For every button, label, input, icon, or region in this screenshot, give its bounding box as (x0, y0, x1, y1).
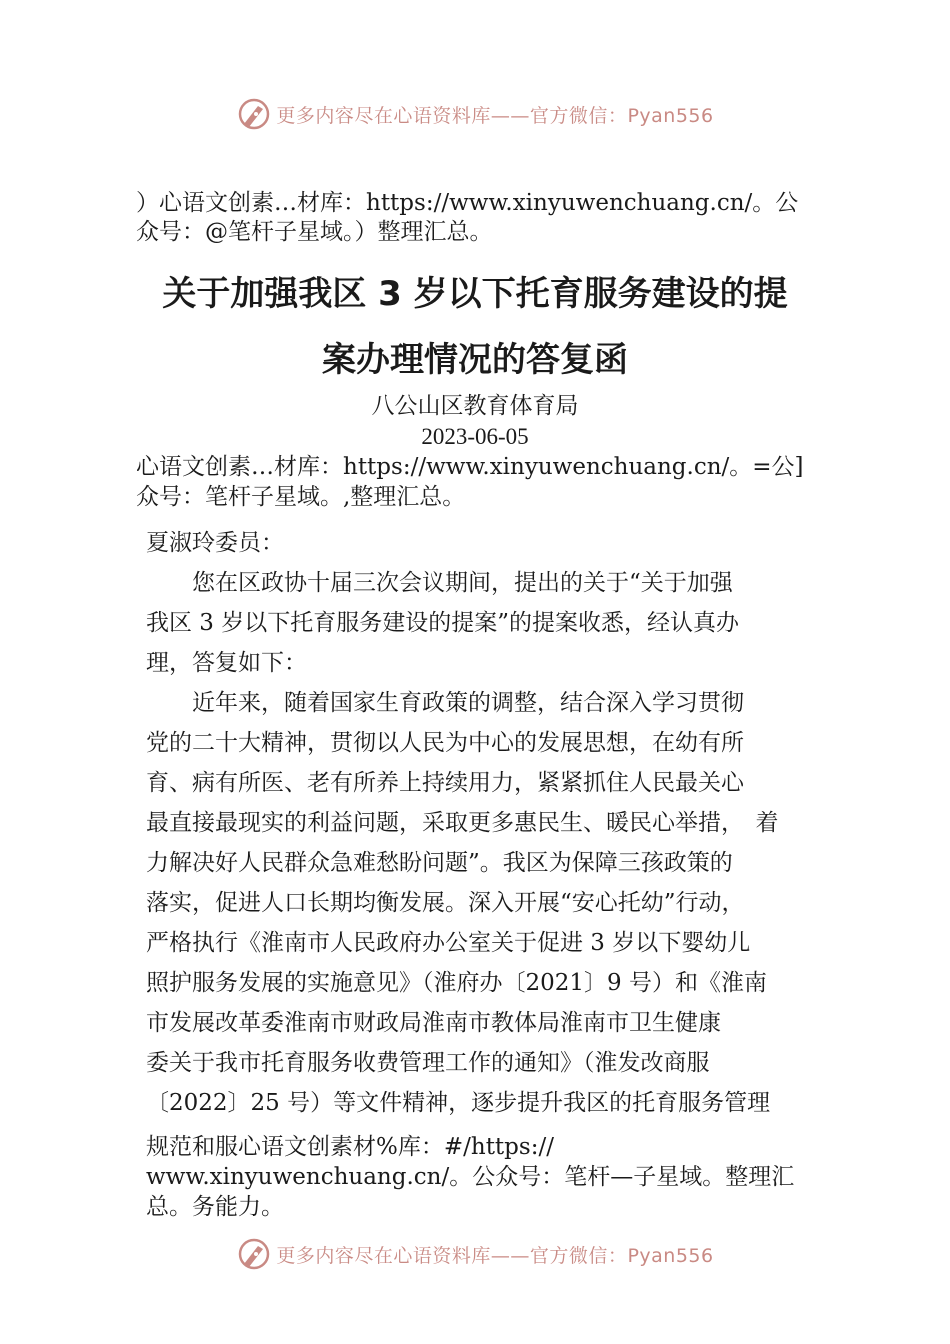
paragraph-line: www.xinyuwenchuang.cn/。公众号：笔杆—子星域。整理汇 (146, 1164, 795, 1190)
watermark-separator: —— (490, 104, 530, 127)
paragraph-line: 近年来，随着国家生育政策的调整，结合深入学习贯彻 (146, 690, 744, 716)
paragraph-line: 育、病有所医、老有所养上持续用力，紧紧抓住人民最关心 (146, 770, 744, 796)
watermark-text (276, 101, 713, 128)
watermark-wechat-label: 官方微信： (529, 104, 628, 127)
pen-nib-logo-icon (236, 96, 272, 132)
watermark-wechat-label: 官方微信： (529, 1244, 628, 1267)
paragraph-line: 规范和服心语文创素材%库：#/https:// (146, 1134, 554, 1160)
header-watermark (0, 94, 950, 134)
source-note-mid-line2: 众号：笔杆子星域。,整理汇总。 (136, 484, 466, 510)
pen-nib-logo-icon (236, 1236, 272, 1272)
paragraph-line: 严格执行《淮南市人民政府办公室关于促进 3 岁以下婴幼儿 (146, 930, 751, 956)
watermark-slogan: 更多内容尽在心语资料库 (276, 1244, 491, 1267)
watermark-separator: —— (490, 1244, 530, 1267)
issue-date: 2023-06-05 (421, 424, 529, 449)
salutation: 夏淑玲委员： (146, 530, 284, 556)
paragraph-line: 照护服务发展的实施意见》（淮府办〔2021〕9 号）和《淮南 (146, 970, 767, 996)
paragraph-line: 您在区政协十届三次会议期间，提出的关于“关于加强 (146, 570, 733, 596)
document-title-line2: 案办理情况的答复函 (322, 340, 628, 380)
watermark-handle: Pyan556 (627, 104, 714, 127)
source-note-top-line1: ）心语文创素…材库：https://www.xinyuwenchuang.cn/。公 (136, 190, 799, 216)
issuer: 八公山区教育体育局 (371, 393, 579, 419)
document-title-line1: 关于加强我区 3 岁以下托育服务建设的提 (162, 274, 788, 314)
paragraph-line: 市发展改革委淮南市财政局淮南市教体局淮南市卫生健康 (146, 1010, 721, 1036)
paragraph-line: 党的二十大精神，贯彻以人民为中心的发展思想，在幼有所 (146, 730, 744, 756)
paragraph-line: 理，答复如下： (146, 650, 307, 676)
paragraph-line: 委关于我市托育服务收费管理工作的通知》（淮发改商服 (146, 1050, 710, 1076)
paragraph-line: 落实，促进人口长期均衡发展。深入开展“安心托幼”行动， (146, 890, 745, 916)
watermark-slogan: 更多内容尽在心语资料库 (276, 104, 491, 127)
footer-watermark (0, 1234, 950, 1274)
paragraph-line: 我区 3 岁以下托育服务建设的提案”的提案收悉，经认真办 (146, 610, 740, 636)
source-note-top-line2: 众号：@笔杆子星域。）整理汇总。 (136, 219, 493, 245)
paragraph-line: 总。务能力。 (146, 1194, 284, 1220)
watermark-handle: Pyan556 (627, 1244, 714, 1267)
watermark-text (276, 1241, 713, 1268)
paragraph-line: 最直接最现实的利益问题，采取更多惠民生、暖民心举措， 着 (146, 810, 779, 836)
source-note-mid-line1: 心语文创素…材库：https://www.xinyuwenchuang.cn/。=公] (136, 454, 804, 480)
paragraph-line: 力解决好人民群众急难愁盼问题”。我区为保障三孩政策的 (146, 850, 733, 876)
paragraph-line: 〔2022〕25 号）等文件精神，逐步提升我区的托育服务管理 (146, 1090, 771, 1116)
